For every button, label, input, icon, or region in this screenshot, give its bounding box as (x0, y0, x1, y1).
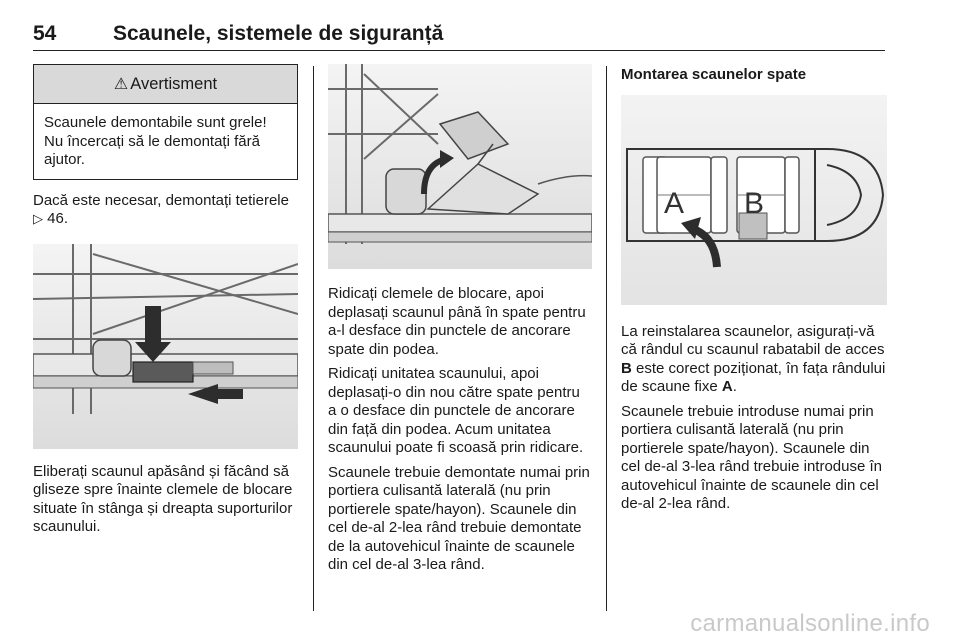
column-divider-2 (606, 66, 607, 611)
paragraph-headrests-text: Dacă este necesar, demontați tetierele (33, 191, 289, 209)
warning-header (34, 65, 297, 104)
warning-text: Scaunele demontabile sunt grele! Nu încercați să le demontați fără ajutor. (44, 114, 267, 168)
paragraph-lift-unit: Ridicați unitatea scaunului, apoi deplasați-o din nou către spate pentru a o desface din punctele de ancorare din față din podea. Acum unitatea scaunului poate fi scoasă prin ridicare. (328, 365, 584, 456)
paragraph-install-order: Scaunele trebuie introduse numai prin portiera culisantă laterală (nu prin portierele spate/hayon). Scaunele din cel de-al 3-lea rând trebuie introduse în autovehicul înainte de scaunele din cel de-al 2-lea rând. (621, 402, 882, 512)
column-3 (621, 64, 887, 514)
column-divider-1 (313, 66, 314, 611)
page-reference-number: 46. (47, 210, 69, 227)
column-1 (33, 64, 298, 537)
illustration-lift-seat (328, 64, 592, 269)
warning-triangle-icon: ⚠ (113, 76, 129, 93)
bold-label-b: B (621, 359, 632, 377)
watermark-text: carmanualsonline.info (690, 610, 930, 637)
seat-label-b: B (744, 186, 765, 220)
paragraph-reinstall-text-2: este corect poziționat, în fața rândului de scaune fixe (621, 359, 886, 395)
paragraph-reinstall-period: . (732, 378, 737, 395)
warning-title: Avertisment (130, 74, 218, 93)
paragraph-headrests (33, 192, 298, 230)
paragraph-lift-clamps: Ridicați clemele de blocare, apoi deplasați scaunul până în spate pentru a-l desface din punctele de ancorare spate din podea. (328, 285, 586, 358)
page-reference-icon: ▷ (33, 212, 43, 227)
chapter-title: Scaunele, sistemele de siguranță (113, 22, 444, 45)
paragraph-remove-order: Scaunele trebuie demontate numai prin portiera culisantă laterală (nu prin portierele spate/hayon). Scaunele din cel de-al 2-lea rând trebuie demontate de la autovehicul înainte de scaunele din cel de-al 3-lea rând. (328, 463, 590, 573)
page-header (33, 20, 885, 51)
paragraph-reinstall-text-1: La reinstalarea scaunelor, asigurați-vă că rândul cu scaunul rabatabil de acces (621, 322, 885, 358)
caption-release-seat: Eliberați scaunul apăsând și făcând să gliseze spre înainte clemele de blocare situate în stânga și dreapta suporturilor scaunului. (33, 462, 293, 535)
seat-label-a: A (664, 186, 685, 220)
paragraph-reinstall (621, 323, 887, 397)
page-number: 54 (33, 22, 57, 45)
illustration-release-seat (33, 244, 298, 449)
column-2 (328, 64, 592, 575)
illustration-seat-layout (621, 95, 887, 305)
section-title: Montarea scaunelor spate (621, 66, 807, 83)
warning-box (33, 64, 298, 180)
bold-label-a: A (721, 378, 733, 395)
